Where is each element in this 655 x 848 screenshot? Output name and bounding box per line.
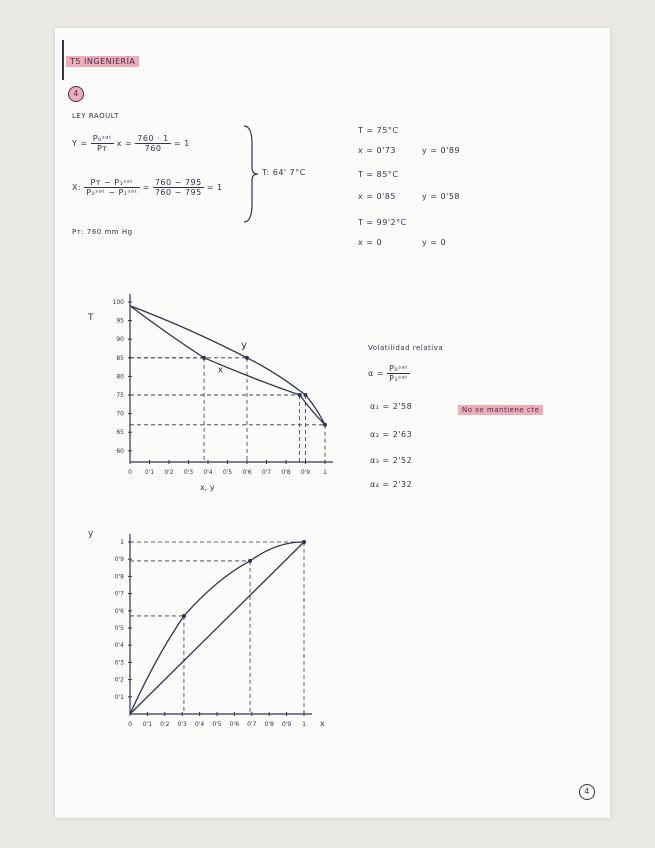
page-title: T5 INGENIERÍA: [66, 56, 139, 67]
note-not-constant: No se mantiene cte: [458, 405, 543, 415]
y-tick-label: 65: [116, 429, 124, 437]
y-tick-label: 0'8: [114, 573, 124, 581]
data-point: [245, 356, 249, 360]
x-tick-label: 0: [128, 469, 132, 476]
result-2-x: x = 0'85: [358, 192, 396, 201]
y-axis-label: T: [88, 313, 94, 323]
y-tick-label: 0'2: [114, 676, 124, 684]
page-number: 4: [579, 784, 595, 800]
x-tick-label: 0'3: [177, 721, 187, 728]
y-tick-label: 100: [112, 299, 124, 306]
result-1-x: x = 0'73: [358, 146, 396, 155]
x-tick-label: 0'7: [247, 721, 257, 728]
x-tick-label: 0'4: [203, 469, 213, 476]
margin-line: [62, 40, 64, 80]
x-tick-label: 0'2: [160, 721, 170, 728]
y-tick-label: 60: [116, 447, 124, 455]
y-tick-label: 0'5: [114, 625, 124, 632]
brace-temperature: T: 64' 7°C: [262, 168, 306, 177]
y-tick-label: 1: [120, 539, 124, 546]
result-2-t: T = 85°C: [358, 170, 399, 179]
series-label-y: y: [241, 339, 247, 351]
series-line-line-1: [130, 542, 304, 714]
problem-number: 4: [68, 86, 84, 102]
x-tick-label: 0'5: [222, 469, 233, 476]
x-axis-label: x: [320, 719, 325, 728]
x-tick-label: 0'3: [183, 469, 194, 476]
volatility-value-3: α₃ = 2'52: [370, 456, 413, 465]
temperature-composition-chart: [80, 290, 360, 510]
total-pressure: Pᴛ: 760 mm Hg: [72, 228, 133, 236]
series-label-x: x: [217, 365, 224, 376]
series-line-x: [130, 306, 325, 425]
result-1-t: T = 75°C: [358, 126, 399, 135]
x-axis-label: x, y: [200, 483, 215, 492]
x-equation: X: $\frac{\text{Pᴛ − P₁ˢᵃᵗ}}{\text{P₀ˢᵃᵗ − P₁ˢᵃᵗ}}$ = $\frac{760 - 795}{760 - 795}$ = 1: [72, 178, 223, 197]
x-tick-label: 0: [128, 721, 132, 728]
y-tick-label: 85: [116, 354, 124, 362]
data-point: [298, 393, 302, 397]
y-tick-label: 75: [116, 392, 124, 400]
series-line-y: [130, 306, 325, 425]
data-point: [323, 423, 327, 427]
data-point: [202, 356, 206, 360]
x-tick-label: 0'4: [194, 721, 205, 728]
volatility-title: Volatilidad relativa: [368, 344, 444, 352]
x-tick-label: 0'8: [281, 469, 291, 476]
x-tick-label: 0'7: [261, 469, 272, 476]
y-tick-label: 70: [116, 410, 124, 418]
y-tick-label: 0'6: [114, 607, 124, 615]
result-3-x: x = 0: [358, 238, 383, 247]
result-2-y: y = 0'58: [422, 192, 460, 201]
x-tick-label: 0'6: [242, 469, 252, 476]
volatility-formula: α = $\frac{\text{P₀ˢᵃᵗ}}{\text{P₁ˢᵃᵗ}}$: [368, 364, 409, 383]
data-point: [182, 614, 186, 618]
volatility-value-2: α₂ = 2'63: [370, 430, 413, 439]
brace: [240, 124, 260, 224]
data-point: [302, 540, 306, 544]
x-tick-label: 0'5: [212, 721, 222, 728]
y-tick-label: 90: [116, 336, 124, 344]
y-tick-label: 80: [116, 373, 124, 381]
x-tick-label: 0'9: [281, 721, 292, 728]
x-tick-label: 0'1: [142, 721, 153, 728]
y-axis-label: y: [88, 529, 94, 539]
volatility-value-4: α₄ = 2'32: [370, 480, 413, 489]
x-tick-label: 0'2: [164, 469, 174, 476]
volatility-value-1: α₁ = 2'58: [370, 402, 413, 411]
x-tick-label: 1: [302, 721, 306, 728]
x-tick-label: 1: [323, 469, 327, 476]
x-tick-label: 0'8: [264, 721, 274, 728]
result-1-y: y = 0'89: [422, 146, 460, 155]
data-point: [304, 393, 308, 397]
x-tick-label: 0'1: [144, 469, 155, 476]
data-point: [248, 559, 252, 563]
y-tick-label: 0'3: [114, 659, 124, 667]
y-tick-label: 95: [116, 317, 124, 325]
y-equation: Y = $\frac{\text{P₀ˢᵃᵗ}}{\text{Pᴛ}}$ x = $\frac{760 \cdot 1}{760}$ = 1: [72, 134, 190, 153]
y-tick-label: 0'1: [114, 693, 124, 701]
y-tick-label: 0'7: [114, 590, 124, 598]
y-tick-label: 0'9: [114, 556, 124, 564]
result-3-y: y = 0: [422, 238, 447, 247]
result-3-t: T = 99'2°C: [358, 218, 407, 227]
equilibrium-chart: [80, 520, 360, 740]
law-title: LEY RAOULT: [72, 112, 119, 120]
x-tick-label: 0'9: [300, 469, 311, 476]
x-tick-label: 0'6: [229, 721, 240, 728]
y-tick-label: 0'4: [114, 642, 124, 650]
